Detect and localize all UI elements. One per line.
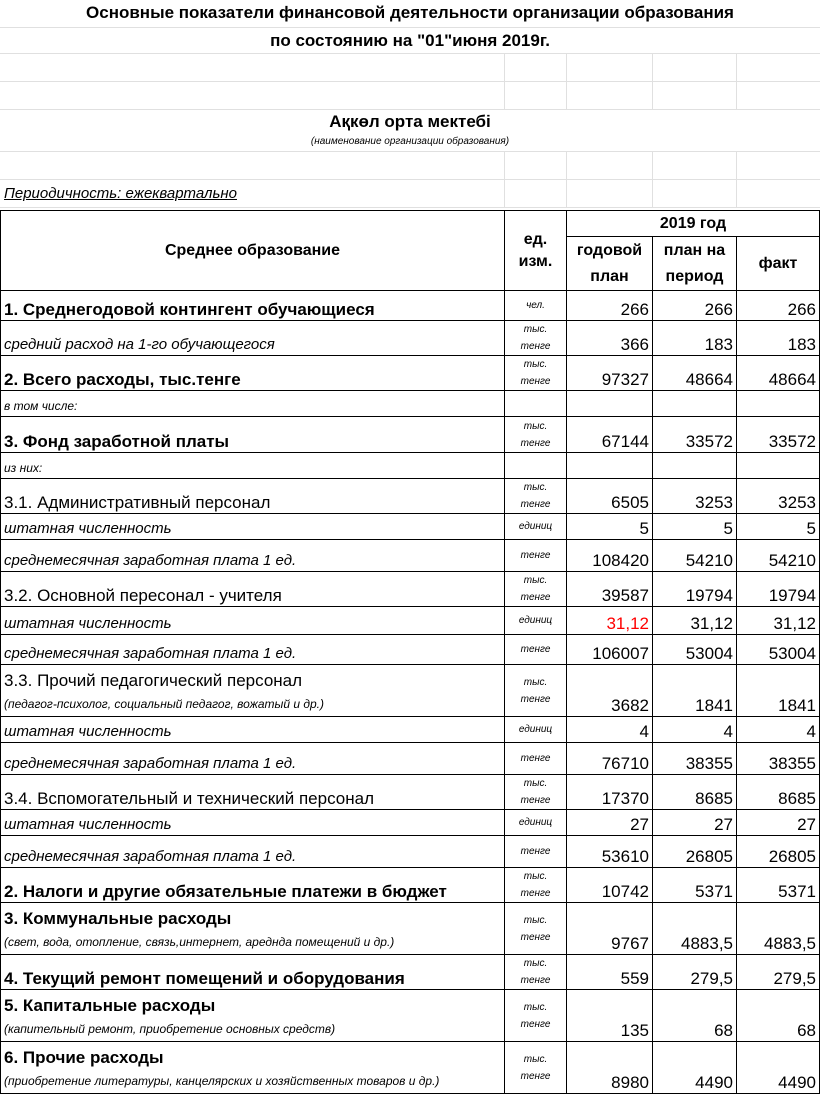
row-name [1,717,505,743]
row-name-text: 3. Коммунальные расходы [4,909,232,928]
row-name [1,990,505,1042]
row-unit: тыс. тенге [505,903,567,955]
row-annual-value: 17370 [567,775,653,810]
row-annual-value: 266 [567,291,653,321]
row-period-value [653,391,737,417]
table-row [1,1042,820,1094]
year-header: 2019 год [567,211,820,237]
row-fact-value [737,391,820,417]
row-name-text: 1. Среднегодовой контингент обучающиеся [4,300,375,319]
row-name-text: 2. Налоги и другие обязательные платежи в бюджет [4,882,447,901]
section-header: Среднее образование [1,211,505,291]
row-name [1,868,505,903]
row-fact-value: 38355 [737,743,820,775]
unit-header-line2: изм. [518,252,553,270]
row-period-value: 5 [653,514,737,540]
table-row [1,955,820,990]
annual-plan-header-line2: план [590,267,629,285]
row-period-value: 33572 [653,417,737,453]
row-annual-value [567,391,653,417]
row-name-text: штатная численность [4,520,172,537]
unit-header-line1: ед. [523,230,548,248]
row-unit: тыс. тенге [505,775,567,810]
annual-plan-header-line1: годовой [576,241,643,259]
row-name-text: среднемесячная заработная плата 1 ед. [4,848,297,865]
blank-row [0,54,820,82]
row-period-value: 38355 [653,743,737,775]
row-name-text: штатная численность [4,723,172,740]
row-name-text: штатная численность [4,615,172,632]
row-name [1,572,505,607]
row-period-value: 26805 [653,836,737,868]
table-row [1,391,820,417]
row-unit: единиц [505,810,567,836]
row-period-value: 68 [653,990,737,1042]
row-name-text: в том числе: [4,399,78,413]
row-name-text: 3.4. Вспомогательный и технический персонал [4,789,374,808]
row-unit: тыс. тенге [505,417,567,453]
row-period-value: 8685 [653,775,737,810]
table-row [1,607,820,635]
report-title-line1: Основные показатели финансовой деятельности организации образования [86,3,734,22]
period-plan-header [653,237,737,291]
row-name [1,417,505,453]
row-annual-value: 366 [567,321,653,356]
row-annual-value: 4 [567,717,653,743]
row-period-value: 48664 [653,356,737,391]
row-unit: тенге [505,836,567,868]
row-annual-value: 5 [567,514,653,540]
row-name-text: из них: [4,461,43,475]
row-name [1,391,505,417]
fact-header: факт [737,237,820,291]
unit-header [505,211,567,291]
row-period-value: 183 [653,321,737,356]
row-period-value: 1841 [653,665,737,717]
row-fact-value: 31,12 [737,607,820,635]
table-row [1,479,820,514]
row-fact-value: 266 [737,291,820,321]
row-fact-value [737,453,820,479]
row-unit: тенге [505,540,567,572]
row-note-text: (свет, вода, отопление, связь,интернет, ареднда помещений и др.) [4,935,395,949]
period-plan-header-line1: план на [663,241,726,259]
row-unit: тыс. тенге [505,572,567,607]
row-unit: единиц [505,607,567,635]
blank-row [0,82,820,110]
row-fact-value: 279,5 [737,955,820,990]
row-annual-value: 27 [567,810,653,836]
row-unit: тыс. тенге [505,479,567,514]
row-annual-value: 67144 [567,417,653,453]
table-row [1,572,820,607]
row-period-value: 5371 [653,868,737,903]
row-period-value: 54210 [653,540,737,572]
row-unit: единиц [505,717,567,743]
row-name-text: 3.2. Основной пересонал - учителя [4,586,282,605]
row-fact-value: 183 [737,321,820,356]
row-note-text: (приобретение литературы, канцелярских и хозяйственных товаров и др.) [4,1074,440,1088]
row-unit: тыс. тенге [505,868,567,903]
row-name-text: 6. Прочие расходы [4,1048,164,1067]
row-name [1,810,505,836]
row-fact-value: 19794 [737,572,820,607]
table-row [1,990,820,1042]
row-annual-value: 39587 [567,572,653,607]
row-unit: единиц [505,514,567,540]
org-caption-row [0,134,820,152]
financial-indicators-table [0,210,820,1094]
row-name [1,607,505,635]
row-name-text: 4. Текущий ремонт помещений и оборудования [4,969,405,988]
title-row-2 [0,28,820,54]
row-annual-value: 108420 [567,540,653,572]
table-row [1,453,820,479]
row-name-text: 3.3. Прочий педагогический персонал [4,671,303,690]
periodicity-row [0,180,820,208]
row-name [1,514,505,540]
table-row [1,665,820,717]
row-note-text: (педагог-психолог, социальный педагог, вожатый и др.) [4,697,324,711]
table-row [1,321,820,356]
row-period-value: 266 [653,291,737,321]
row-annual-value: 10742 [567,868,653,903]
table-row [1,291,820,321]
table-row [1,810,820,836]
table-row [1,743,820,775]
table-row [1,356,820,391]
row-unit [505,453,567,479]
row-name [1,291,505,321]
row-period-value [653,453,737,479]
row-name-text: 5. Капитальные расходы [4,996,216,1015]
row-unit: тыс. тенге [505,356,567,391]
row-unit: чел. [505,291,567,321]
row-name [1,903,505,955]
row-note-text: (капительный ремонт, приобретение основных средств) [4,1022,336,1036]
row-annual-value: 9767 [567,903,653,955]
header-row-year [1,211,820,237]
row-period-value: 19794 [653,572,737,607]
blank-row [0,152,820,180]
row-fact-value: 27 [737,810,820,836]
table-row [1,417,820,453]
row-name [1,665,505,717]
row-name [1,453,505,479]
row-period-value: 4 [653,717,737,743]
row-fact-value: 4 [737,717,820,743]
row-name [1,321,505,356]
row-fact-value: 5371 [737,868,820,903]
row-name-text: среднемесячная заработная плата 1 ед. [4,755,297,772]
row-annual-value: 97327 [567,356,653,391]
row-name [1,743,505,775]
row-period-value: 4490 [653,1042,737,1094]
row-annual-value: 6505 [567,479,653,514]
period-plan-header-line2: период [665,267,724,285]
row-name [1,540,505,572]
organization-caption: (наименование организации образования) [310,136,510,147]
row-unit: тенге [505,743,567,775]
row-unit: тыс. тенге [505,665,567,717]
row-annual-value: 135 [567,990,653,1042]
row-name [1,635,505,665]
row-unit: тыс. тенге [505,955,567,990]
row-period-value: 3253 [653,479,737,514]
row-fact-value: 48664 [737,356,820,391]
row-name [1,1042,505,1094]
row-unit: тыс. тенге [505,990,567,1042]
table-row [1,514,820,540]
table-row [1,540,820,572]
row-fact-value: 53004 [737,635,820,665]
row-name [1,479,505,514]
periodicity-label: Периодичность: ежеквартально [4,185,237,202]
row-name-text: среднемесячная заработная плата 1 ед. [4,552,297,569]
row-period-value: 27 [653,810,737,836]
row-annual-value [567,453,653,479]
row-fact-value: 4883,5 [737,903,820,955]
org-row [0,110,820,134]
table-row [1,635,820,665]
row-unit: тыс. тенге [505,321,567,356]
annual-plan-header [567,237,653,291]
table-row [1,903,820,955]
row-fact-value: 33572 [737,417,820,453]
table-row [1,775,820,810]
row-name-text: 2. Всего расходы, тыс.тенге [4,370,241,389]
table-row [1,836,820,868]
row-name-text: 3. Фонд заработной платы [4,432,230,451]
row-fact-value: 8685 [737,775,820,810]
table-row [1,717,820,743]
row-fact-value: 68 [737,990,820,1042]
row-annual-value: 76710 [567,743,653,775]
row-annual-value: 106007 [567,635,653,665]
row-fact-value: 1841 [737,665,820,717]
row-fact-value: 26805 [737,836,820,868]
row-period-value: 53004 [653,635,737,665]
row-period-value: 279,5 [653,955,737,990]
row-fact-value: 54210 [737,540,820,572]
row-annual-value: 31,12 [567,607,653,635]
row-name [1,836,505,868]
row-name-text: среднемесячная заработная плата 1 ед. [4,645,297,662]
row-annual-value: 8980 [567,1042,653,1094]
row-annual-value: 3682 [567,665,653,717]
row-name-text: 3.1. Административный персонал [4,493,271,512]
row-name [1,955,505,990]
organization-name: Ақкөл орта мектебі [329,112,491,131]
row-name-text: средний расход на 1-го обучающегося [4,336,275,353]
title-row-1 [0,0,820,28]
row-name-text: штатная численность [4,816,172,833]
row-fact-value: 5 [737,514,820,540]
table-row [1,868,820,903]
row-fact-value: 3253 [737,479,820,514]
row-unit [505,391,567,417]
row-name [1,356,505,391]
row-unit: тыс. тенге [505,1042,567,1094]
row-annual-value: 559 [567,955,653,990]
row-fact-value: 4490 [737,1042,820,1094]
row-period-value: 31,12 [653,607,737,635]
row-annual-value: 53610 [567,836,653,868]
row-period-value: 4883,5 [653,903,737,955]
row-unit: тенге [505,635,567,665]
report-title-line2: по состоянию на "01"июня 2019г. [270,31,550,50]
row-name [1,775,505,810]
